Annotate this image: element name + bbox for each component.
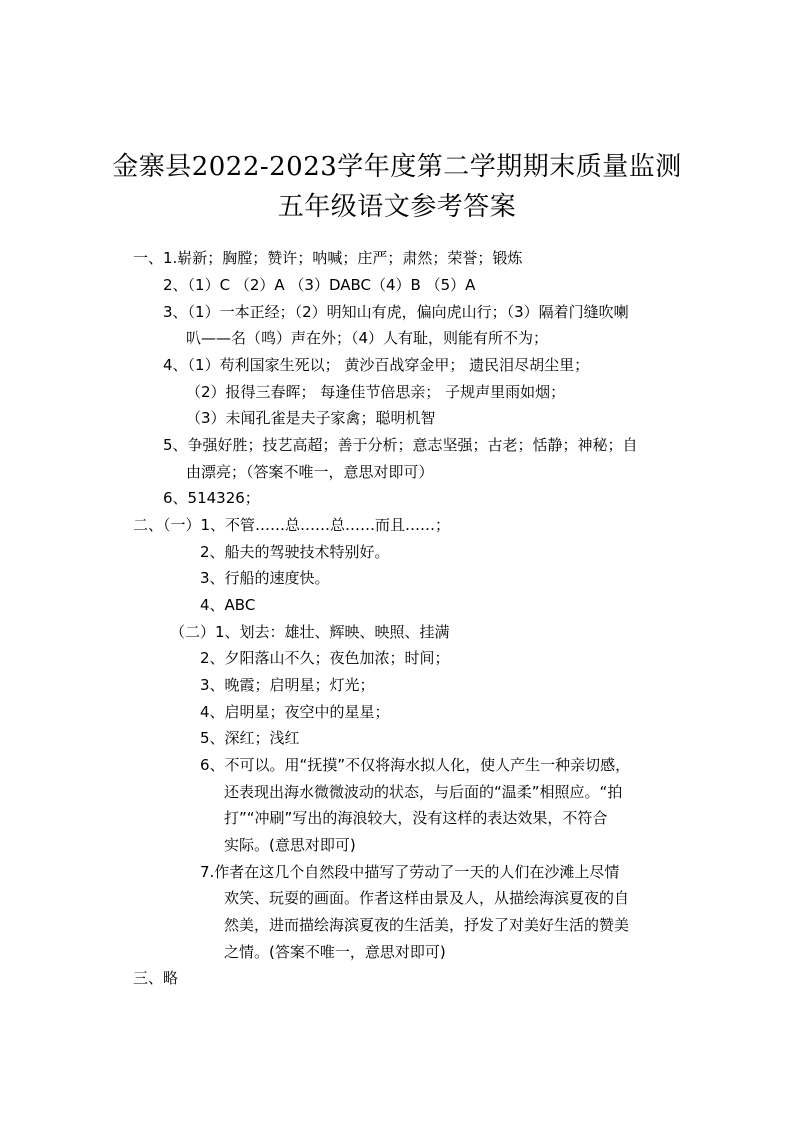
- answer-line-2-2-7-cont-3: 之情。(答案不唯一，意思对即可): [224, 943, 446, 961]
- answer-line-2-2-3: 3、晚霞；启明星；灯光；: [200, 676, 375, 694]
- answer-line-2-2-6: 6、不可以。用“抚摸”不仅将海水拟人化，使人产生一种亲切感，: [200, 756, 631, 774]
- answer-line-2-1-3: 3、行船的速度快。: [200, 569, 330, 587]
- answer-line-1-2: 2、（1）C （2）A （3）DABC（4）B （5）A: [163, 276, 476, 294]
- answer-line-2-2-1: （二）1、划去：雄壮、辉映、映照、挂满: [170, 623, 450, 641]
- answer-line-2-2-2: 2、夕阳落山不久；夜色加浓；时间；: [200, 649, 450, 667]
- answer-line-2-2-6-cont-2: 打”“冲刷”写出的海浪较大，没有这样的表达效果，不符合: [224, 809, 608, 827]
- answer-line-1-4-2: （2）报得三春晖； 每逢佳节倍思亲； 子规声里雨如烟；: [186, 383, 566, 401]
- answer-line-1-6: 6、514326；: [163, 489, 260, 507]
- answer-line-1-4-3: （3）未闻孔雀是夫子家禽；聪明机智: [186, 409, 436, 427]
- answer-line-1-5-cont: 由漂亮；（答案不唯一，意思对即可）: [186, 463, 434, 481]
- answer-line-2-2-5: 5、深红；浅红: [200, 729, 300, 747]
- answer-line-2-2-4: 4、启明星；夜空中的星星；: [200, 703, 390, 721]
- answer-line-3: 三、略: [133, 969, 179, 987]
- answer-line-2-1-2: 2、船夫的驾驶技术特别好。: [200, 543, 390, 561]
- answer-line-1-1: 一、1.崭新；胸膛；赞许；呐喊；庄严；肃然；荣誉；锻炼: [133, 249, 523, 267]
- answer-line-2-2-7: 7.作者在这几个自然段中描写了劳动了一天的人们在沙滩上尽情: [200, 863, 620, 881]
- answer-line-1-4: 4、（1）苟利国家生死以； 黄沙百战穿金甲； 遗民泪尽胡尘里；: [163, 356, 590, 374]
- answer-line-2-2-7-cont-2: 然美，进而描绘海滨夏夜的生活美，抒发了对美好生活的赞美: [224, 916, 630, 934]
- answer-line-2-2-7-cont-1: 欢笑、玩耍的画面。作者这样由景及人，从描绘海滨夏夜的自: [224, 889, 630, 907]
- answer-line-1-5: 5、争强好胜；技艺高超；善于分析；意志坚强；古老；恬静；神秘；自: [163, 436, 638, 454]
- document-subtitle: 五年级语文参考答案: [277, 192, 517, 222]
- answer-line-1-3-cont: 叭——名（鸣）声在外；（4）人有耻，则能有所不为；: [186, 329, 549, 347]
- answer-line-2-1-4: 4、ABC: [200, 596, 256, 614]
- answer-line-2-1-1: 二、（一）1、不管……总……总……而且……；: [133, 516, 451, 534]
- answer-line-2-2-6-cont-1: 还表现出海水微微波动的状态，与后面的“温柔”相照应。“拍: [224, 783, 623, 801]
- answer-line-1-3: 3、（1）一本正经；（2）明知山有虎，偏向虎山行；（3）隔着门缝吹喇: [163, 303, 629, 321]
- answer-line-2-2-6-cont-3: 实际。(意思对即可): [224, 836, 356, 854]
- document-title: 金寨县2022-2023学年度第二学期期末质量监测: [112, 152, 682, 182]
